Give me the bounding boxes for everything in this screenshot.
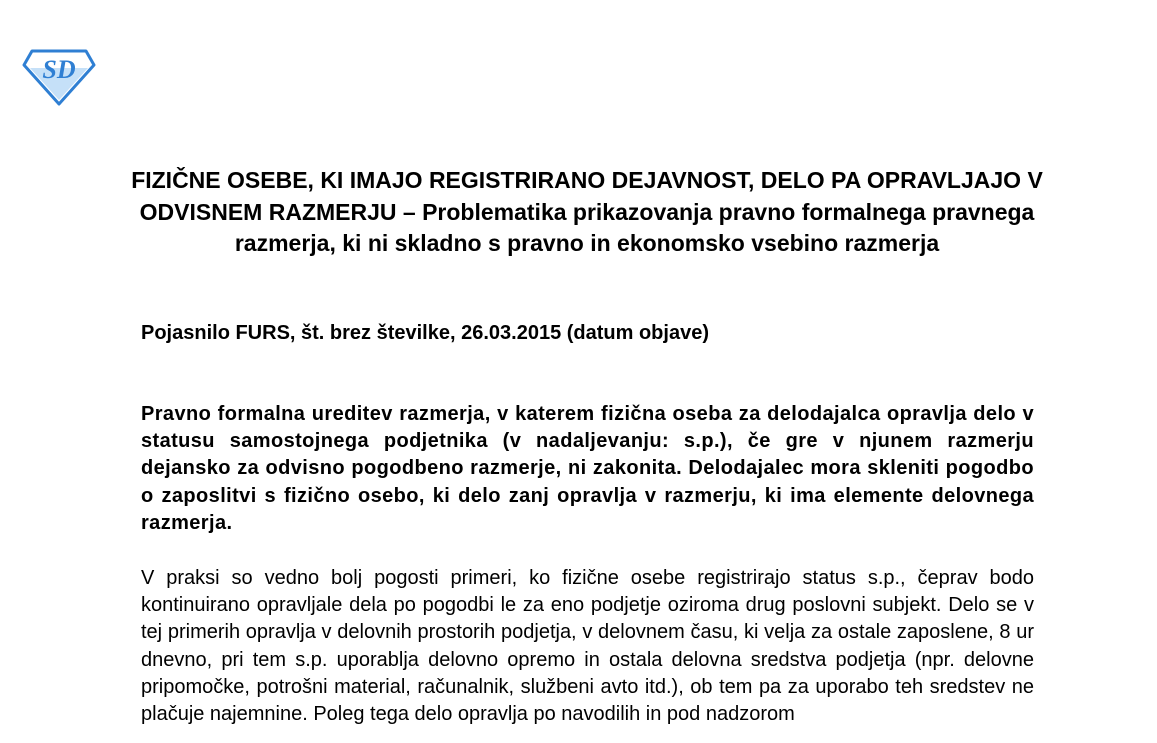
document-title: FIZIČNE OSEBE, KI IMAJO REGISTRIRANO DEJAVNOST, DELO PA OPRAVLJAJO V ODVISNEM RAZMERJU – Problematika prikazovanja pravno formalnega pravnega razmerja, ki ni skladno s pravno in ekonomsko vsebino razmerja xyxy=(131,167,1043,256)
logo-text: SD xyxy=(42,55,76,84)
source-line: Pojasnilo FURS, št. brez številke, 26.03.2015 (datum objave) xyxy=(141,322,709,344)
lead-paragraph: Pravno formalna ureditev razmerja, v katerem fizična oseba za delodajalca opravlja delo v statusu samostojnega podjetnika (v nadaljevanju: s.p.), če gre v njunem razmerju dejansko za odvisno pogodbeno razmerje, ni zakonita. Delodajalec mora skleniti pogodbo o zaposlitvi s fizično osebo, ki delo zanj opravlja v razmerju, ki ima elemente delovnega razmerja. xyxy=(141,403,1034,534)
body-paragraph: V praksi so vedno bolj pogosti primeri, ko fizične osebe registrirajo status s.p., čeprav bodo kontinuirano opravljale dela po pogodbi le za eno podjetje oziroma drug poslovni subjekt. Delo se v tej primerih opravlja v delovnih prostorih podjetja, v delovnem času, ki velja za ostale zaposlene, 8 ur dnevno, pri tem s.p. uporablja delovno opremo in ostala delovna sredstva podjetja (npr. delovne pripomočke, potrošni material, računalnik, službeni avto itd.), ob tem pa za uporabo teh sredstev ne plačuje najemnine. Poleg tega delo opravlja po navodilih in pod nadzorom xyxy=(141,567,1034,726)
sd-diamond-logo-icon xyxy=(22,48,96,106)
